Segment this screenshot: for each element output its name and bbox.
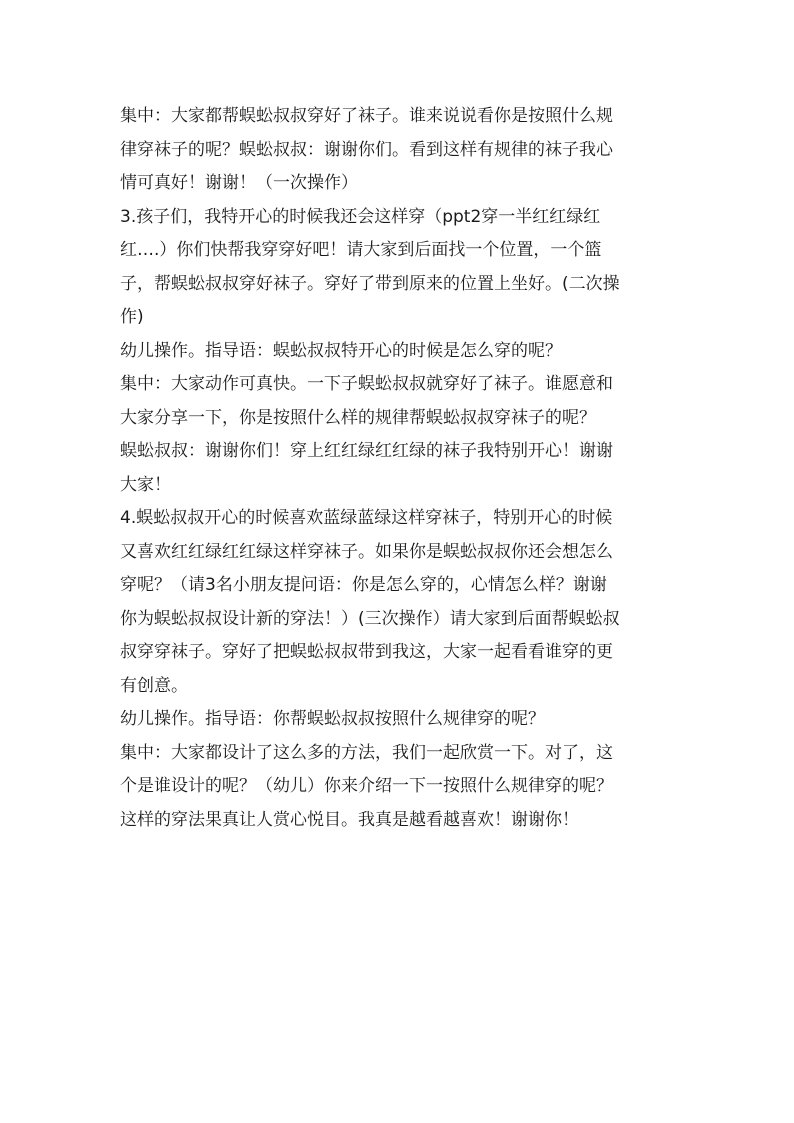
text-line: 这样的穿法果真让人赏心悦目。我真是越看越喜欢！谢谢你！ xyxy=(120,809,579,830)
text-line: 幼儿操作。指导语：蜈蚣叔叔特开心的时候是怎么穿的呢？ xyxy=(120,340,562,361)
text-line: 幼儿操作。指导语：你帮蜈蚣叔叔按照什么规律穿的呢？ xyxy=(120,709,545,729)
text-line: 你为蜈蚣叔叔设计新的穿法！）(三次操作）请大家到后面帮蜈蚣叔 xyxy=(120,608,620,629)
text-line: 律穿袜子的呢？蜈蚣叔叔：谢谢你们。看到这样有规律的袜子我心 xyxy=(120,139,613,160)
text-line: 集中：大家都设计了这么多的方法，我们一起欣赏一下。对了，这 xyxy=(120,742,613,763)
text-line: 又喜欢红红绿红红绿这样穿袜子。如果你是蜈蚣叔叔你还会想怎么 xyxy=(120,541,613,562)
document-body xyxy=(120,100,680,837)
text-line: 大家分享一下，你是按照什么样的规律帮蜈蚣叔叔穿袜子的呢？ xyxy=(120,407,596,428)
text-line: 情可真好！谢谢！（一次操作） xyxy=(120,173,358,193)
text-line: 个是谁设计的呢？（幼儿）你来介绍一下一按照什么规律穿的呢？ xyxy=(120,776,613,796)
text-line: 作) xyxy=(120,307,144,327)
text-line: 子，帮蜈蚣叔叔穿好袜子。穿好了带到原来的位置上坐好。(二次操 xyxy=(120,273,620,294)
text-line: 集中：大家动作可真快。一下子蜈蚣叔叔就穿好了袜子。谁愿意和 xyxy=(120,374,613,394)
text-line: 红….）你们快帮我穿穿好吧！请大家到后面找一个位置，一个篮 xyxy=(120,240,602,260)
text-line: 穿呢？（请3名小朋友提问语：你是怎么穿的，心情怎么样？谢谢 xyxy=(120,575,607,595)
text-line: 4.蜈蚣叔叔开心的时候喜欢蓝绿蓝绿这样穿袜子，特别开心的时候 xyxy=(120,508,613,528)
text-line: 3.孩子们，我特开心的时候我还会这样穿（ppt2穿一半红红绿红 xyxy=(120,206,601,227)
text-line: 大家！ xyxy=(120,474,171,495)
text-line: 集中：大家都帮蜈蚣叔叔穿好了袜子。谁来说说看你是按照什么规 xyxy=(120,106,613,126)
text-line: 蜈蚣叔叔：谢谢你们！穿上红红绿红红绿的袜子我特别开心！谢谢 xyxy=(120,441,613,461)
text-line: 叔穿穿袜子。穿好了把蜈蚣叔叔带到我这，大家一起看看谁穿的更 xyxy=(120,642,613,662)
text-line: 有创意。 xyxy=(120,675,188,696)
